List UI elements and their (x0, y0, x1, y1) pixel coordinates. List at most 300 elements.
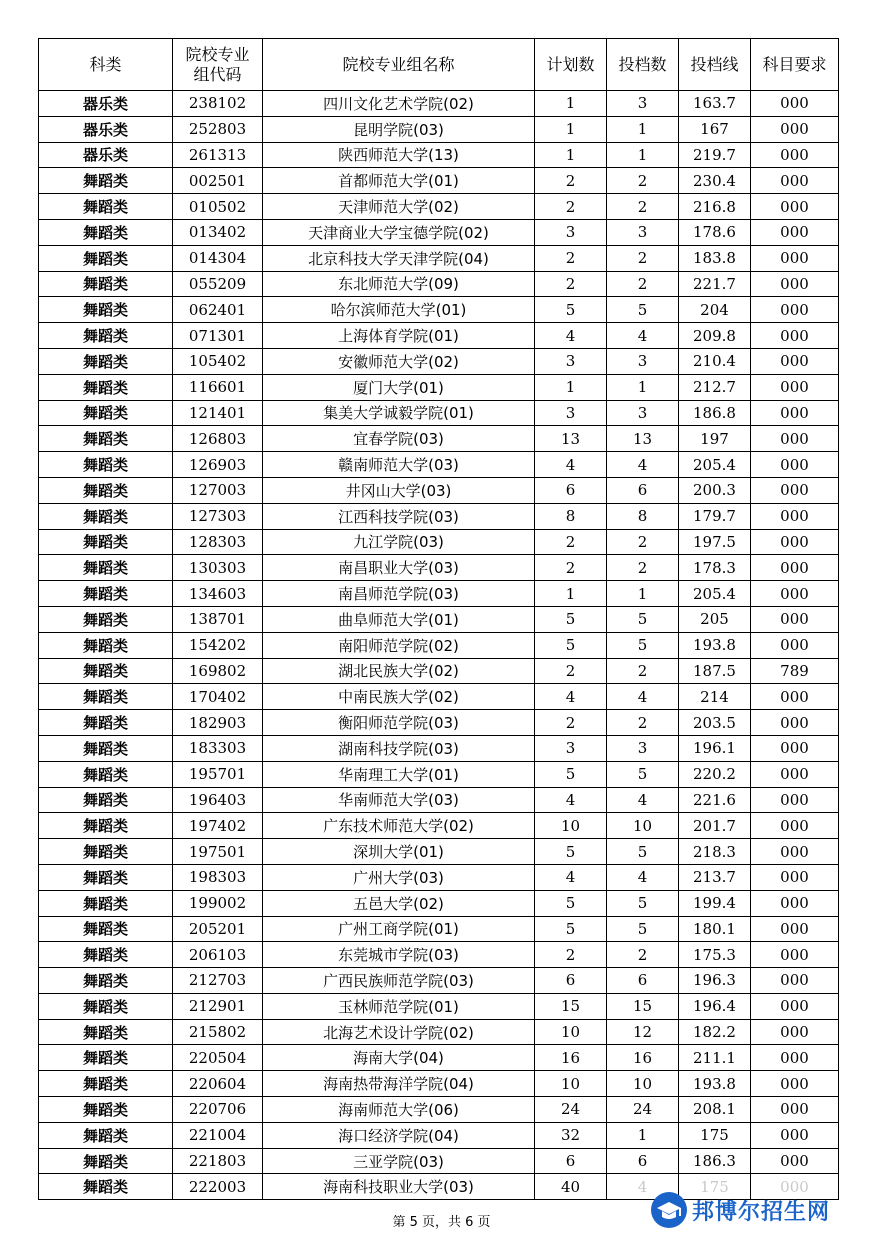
row-school-group-name: 宜春学院(03) (263, 426, 535, 452)
row-subject-requirement: 000 (751, 116, 839, 142)
row-filed-count: 13 (607, 426, 679, 452)
table-row (39, 452, 839, 478)
row-filed-count: 2 (607, 658, 679, 684)
row-school-group-name: 北海艺术设计学院(02) (263, 1019, 535, 1045)
row-plan-count: 10 (535, 1071, 607, 1097)
row-code: 126903 (173, 452, 263, 478)
row-code: 116601 (173, 374, 263, 400)
row-filed-count: 24 (607, 1097, 679, 1123)
table-row (39, 968, 839, 994)
table-row (39, 606, 839, 632)
row-code: 055209 (173, 271, 263, 297)
table-row (39, 297, 839, 323)
row-category: 舞蹈类 (39, 813, 173, 839)
row-category: 舞蹈类 (39, 864, 173, 890)
row-category: 舞蹈类 (39, 374, 173, 400)
row-school-group-name: 东北师范大学(09) (263, 271, 535, 297)
row-category: 舞蹈类 (39, 194, 173, 220)
row-code: 195701 (173, 761, 263, 787)
row-subject-requirement: 000 (751, 400, 839, 426)
row-cutoff-score: 178.3 (679, 555, 751, 581)
row-school-group-name: 天津师范大学(02) (263, 194, 535, 220)
row-code: 198303 (173, 864, 263, 890)
row-plan-count: 2 (535, 555, 607, 581)
row-filed-count: 3 (607, 400, 679, 426)
row-cutoff-score: 221.7 (679, 271, 751, 297)
row-plan-count: 1 (535, 142, 607, 168)
row-school-group-name: 三亚学院(03) (263, 1148, 535, 1174)
row-cutoff-score: 163.7 (679, 91, 751, 117)
header-name: 院校专业组名称 (263, 39, 535, 91)
row-subject-requirement: 000 (751, 710, 839, 736)
row-plan-count: 8 (535, 503, 607, 529)
header-code: 院校专业 组代码 (173, 39, 263, 91)
table-row (39, 91, 839, 117)
row-category: 舞蹈类 (39, 348, 173, 374)
row-plan-count: 5 (535, 890, 607, 916)
row-school-group-name: 上海体育学院(01) (263, 323, 535, 349)
row-cutoff-score: 221.6 (679, 787, 751, 813)
row-subject-requirement: 789 (751, 658, 839, 684)
row-plan-count: 4 (535, 864, 607, 890)
row-subject-requirement: 000 (751, 684, 839, 710)
row-category: 舞蹈类 (39, 890, 173, 916)
row-filed-count: 10 (607, 813, 679, 839)
row-cutoff-score: 205 (679, 606, 751, 632)
row-cutoff-score: 205.4 (679, 452, 751, 478)
row-cutoff-score: 175.3 (679, 942, 751, 968)
row-code: 183303 (173, 735, 263, 761)
table-row (39, 245, 839, 271)
row-school-group-name: 九江学院(03) (263, 529, 535, 555)
row-cutoff-score: 216.8 (679, 194, 751, 220)
row-subject-requirement: 000 (751, 581, 839, 607)
row-school-group-name: 安徽师范大学(02) (263, 348, 535, 374)
table-row (39, 323, 839, 349)
table-row (39, 581, 839, 607)
row-plan-count: 1 (535, 91, 607, 117)
row-school-group-name: 玉林师范学院(01) (263, 993, 535, 1019)
row-filed-count: 6 (607, 1148, 679, 1174)
row-plan-count: 2 (535, 710, 607, 736)
table-row (39, 374, 839, 400)
row-category: 舞蹈类 (39, 219, 173, 245)
table-row (39, 555, 839, 581)
row-school-group-name: 海南师范大学(06) (263, 1097, 535, 1123)
row-category: 舞蹈类 (39, 1122, 173, 1148)
row-category: 器乐类 (39, 116, 173, 142)
row-plan-count: 5 (535, 839, 607, 865)
row-filed-count: 2 (607, 942, 679, 968)
table-row (39, 1045, 839, 1071)
row-code: 220504 (173, 1045, 263, 1071)
row-code: 199002 (173, 890, 263, 916)
row-subject-requirement: 000 (751, 916, 839, 942)
row-cutoff-score: 196.1 (679, 735, 751, 761)
table-row (39, 658, 839, 684)
row-school-group-name: 广东技术师范大学(02) (263, 813, 535, 839)
row-school-group-name: 哈尔滨师范大学(01) (263, 297, 535, 323)
row-code: 221004 (173, 1122, 263, 1148)
table-row (39, 942, 839, 968)
row-code: 238102 (173, 91, 263, 117)
row-category: 舞蹈类 (39, 968, 173, 994)
row-category: 舞蹈类 (39, 787, 173, 813)
table-row (39, 1071, 839, 1097)
row-subject-requirement: 000 (751, 194, 839, 220)
row-code: 182903 (173, 710, 263, 736)
row-school-group-name: 陕西师范大学(13) (263, 142, 535, 168)
row-category: 舞蹈类 (39, 245, 173, 271)
row-cutoff-score: 211.1 (679, 1045, 751, 1071)
row-plan-count: 5 (535, 761, 607, 787)
row-subject-requirement: 000 (751, 813, 839, 839)
row-subject-requirement: 000 (751, 529, 839, 555)
row-filed-count: 16 (607, 1045, 679, 1071)
row-code: 071301 (173, 323, 263, 349)
row-school-group-name: 江西科技学院(03) (263, 503, 535, 529)
row-filed-count: 2 (607, 710, 679, 736)
row-plan-count: 1 (535, 116, 607, 142)
row-school-group-name: 湖南科技学院(03) (263, 735, 535, 761)
row-category: 舞蹈类 (39, 400, 173, 426)
row-subject-requirement: 000 (751, 864, 839, 890)
row-plan-count: 2 (535, 658, 607, 684)
row-plan-count: 10 (535, 1019, 607, 1045)
row-school-group-name: 东莞城市学院(03) (263, 942, 535, 968)
row-subject-requirement: 000 (751, 503, 839, 529)
row-plan-count: 2 (535, 168, 607, 194)
row-plan-count: 2 (535, 942, 607, 968)
row-category: 舞蹈类 (39, 632, 173, 658)
row-cutoff-score: 186.8 (679, 400, 751, 426)
row-subject-requirement: 000 (751, 477, 839, 503)
row-code: 127303 (173, 503, 263, 529)
row-subject-requirement: 000 (751, 735, 839, 761)
row-school-group-name: 昆明学院(03) (263, 116, 535, 142)
row-plan-count: 2 (535, 245, 607, 271)
table-row (39, 1148, 839, 1174)
row-cutoff-score: 197.5 (679, 529, 751, 555)
row-subject-requirement: 000 (751, 452, 839, 478)
row-school-group-name: 湖北民族大学(02) (263, 658, 535, 684)
row-code: 169802 (173, 658, 263, 684)
table-row (39, 787, 839, 813)
row-cutoff-score: 197 (679, 426, 751, 452)
row-plan-count: 5 (535, 916, 607, 942)
row-subject-requirement: 000 (751, 219, 839, 245)
row-code: 128303 (173, 529, 263, 555)
row-cutoff-score: 193.8 (679, 632, 751, 658)
row-school-group-name: 海口经济学院(04) (263, 1122, 535, 1148)
row-cutoff-score: 219.7 (679, 142, 751, 168)
row-filed-count: 4 (607, 452, 679, 478)
row-cutoff-score: 182.2 (679, 1019, 751, 1045)
row-code: 010502 (173, 194, 263, 220)
row-code: 206103 (173, 942, 263, 968)
row-cutoff-score: 220.2 (679, 761, 751, 787)
row-code: 126803 (173, 426, 263, 452)
table-row (39, 219, 839, 245)
row-school-group-name: 赣南师范大学(03) (263, 452, 535, 478)
row-subject-requirement: 000 (751, 1045, 839, 1071)
row-code: 062401 (173, 297, 263, 323)
row-filed-count: 5 (607, 297, 679, 323)
row-school-group-name: 广西民族师范学院(03) (263, 968, 535, 994)
row-code: 121401 (173, 400, 263, 426)
row-category: 舞蹈类 (39, 710, 173, 736)
row-cutoff-score: 201.7 (679, 813, 751, 839)
row-category: 舞蹈类 (39, 323, 173, 349)
row-code: 127003 (173, 477, 263, 503)
row-filed-count: 4 (607, 684, 679, 710)
row-code: 154202 (173, 632, 263, 658)
row-cutoff-score: 205.4 (679, 581, 751, 607)
row-filed-count: 5 (607, 632, 679, 658)
row-subject-requirement: 000 (751, 787, 839, 813)
row-cutoff-score: 204 (679, 297, 751, 323)
row-school-group-name: 南昌职业大学(03) (263, 555, 535, 581)
row-category: 舞蹈类 (39, 839, 173, 865)
watermark-text: 邦博尔招生网 (692, 1199, 831, 1225)
row-plan-count: 13 (535, 426, 607, 452)
row-plan-count: 3 (535, 735, 607, 761)
row-school-group-name: 华南理工大学(01) (263, 761, 535, 787)
row-code: 134603 (173, 581, 263, 607)
row-school-group-name: 井冈山大学(03) (263, 477, 535, 503)
row-subject-requirement: 000 (751, 297, 839, 323)
row-school-group-name: 南阳师范学院(02) (263, 632, 535, 658)
row-filed-count: 5 (607, 606, 679, 632)
row-code: 212703 (173, 968, 263, 994)
row-cutoff-score: 214 (679, 684, 751, 710)
row-code: 221803 (173, 1148, 263, 1174)
row-cutoff-score: 186.3 (679, 1148, 751, 1174)
row-category: 舞蹈类 (39, 1045, 173, 1071)
row-filed-count: 6 (607, 477, 679, 503)
table-row (39, 993, 839, 1019)
row-filed-count: 15 (607, 993, 679, 1019)
header-requirement: 科目要求 (751, 39, 839, 91)
table-row (39, 426, 839, 452)
row-category: 舞蹈类 (39, 658, 173, 684)
row-code: 212901 (173, 993, 263, 1019)
row-school-group-name: 集美大学诚毅学院(01) (263, 400, 535, 426)
row-category: 舞蹈类 (39, 168, 173, 194)
row-category: 舞蹈类 (39, 684, 173, 710)
row-code: 197501 (173, 839, 263, 865)
row-category: 舞蹈类 (39, 452, 173, 478)
row-code: 196403 (173, 787, 263, 813)
row-cutoff-score: 208.1 (679, 1097, 751, 1123)
watermark (650, 1190, 872, 1230)
row-category: 舞蹈类 (39, 761, 173, 787)
row-category: 器乐类 (39, 91, 173, 117)
row-school-group-name: 北京科技大学天津学院(04) (263, 245, 535, 271)
row-cutoff-score: 193.8 (679, 1071, 751, 1097)
table-row (39, 839, 839, 865)
row-cutoff-score: 180.1 (679, 916, 751, 942)
row-category: 舞蹈类 (39, 555, 173, 581)
row-cutoff-score: 210.4 (679, 348, 751, 374)
row-school-group-name: 首都师范大学(01) (263, 168, 535, 194)
row-category: 舞蹈类 (39, 581, 173, 607)
row-filed-count: 1 (607, 374, 679, 400)
row-plan-count: 5 (535, 632, 607, 658)
row-school-group-name: 南昌师范学院(03) (263, 581, 535, 607)
row-plan-count: 3 (535, 348, 607, 374)
row-code: 014304 (173, 245, 263, 271)
row-filed-count: 1 (607, 581, 679, 607)
row-category: 舞蹈类 (39, 297, 173, 323)
row-category: 舞蹈类 (39, 426, 173, 452)
header-filed: 投档数 (607, 39, 679, 91)
row-category: 舞蹈类 (39, 916, 173, 942)
row-cutoff-score: 175 (679, 1122, 751, 1148)
table-row (39, 400, 839, 426)
row-school-group-name: 华南师范大学(03) (263, 787, 535, 813)
row-plan-count: 40 (535, 1174, 607, 1200)
row-subject-requirement: 000 (751, 761, 839, 787)
table-row (39, 142, 839, 168)
row-filed-count: 2 (607, 194, 679, 220)
row-code: 130303 (173, 555, 263, 581)
row-subject-requirement: 000 (751, 632, 839, 658)
row-category: 舞蹈类 (39, 529, 173, 555)
table-row (39, 348, 839, 374)
row-cutoff-score: 196.3 (679, 968, 751, 994)
row-plan-count: 2 (535, 271, 607, 297)
row-subject-requirement: 000 (751, 1071, 839, 1097)
row-plan-count: 10 (535, 813, 607, 839)
row-plan-count: 3 (535, 400, 607, 426)
row-filed-count: 1 (607, 116, 679, 142)
row-category: 舞蹈类 (39, 606, 173, 632)
row-plan-count: 1 (535, 374, 607, 400)
row-subject-requirement: 000 (751, 839, 839, 865)
table-row (39, 194, 839, 220)
row-filed-count: 5 (607, 916, 679, 942)
row-code: 222003 (173, 1174, 263, 1200)
row-category: 器乐类 (39, 142, 173, 168)
row-code: 205201 (173, 916, 263, 942)
row-category: 舞蹈类 (39, 993, 173, 1019)
row-code: 261313 (173, 142, 263, 168)
table-row (39, 271, 839, 297)
row-code: 013402 (173, 219, 263, 245)
table-row (39, 116, 839, 142)
row-cutoff-score: 200.3 (679, 477, 751, 503)
row-cutoff-score: 178.6 (679, 219, 751, 245)
row-cutoff-score: 196.4 (679, 993, 751, 1019)
row-filed-count: 1 (607, 1122, 679, 1148)
row-code: 170402 (173, 684, 263, 710)
row-cutoff-score: 175 (679, 1174, 751, 1200)
table-row (39, 529, 839, 555)
row-school-group-name: 四川文化艺术学院(02) (263, 91, 535, 117)
row-school-group-name: 海南科技职业大学(03) (263, 1174, 535, 1200)
row-category: 舞蹈类 (39, 1148, 173, 1174)
row-cutoff-score: 203.5 (679, 710, 751, 736)
row-plan-count: 24 (535, 1097, 607, 1123)
row-subject-requirement: 000 (751, 348, 839, 374)
row-cutoff-score: 167 (679, 116, 751, 142)
table-row (39, 477, 839, 503)
table-row (39, 503, 839, 529)
row-filed-count: 2 (607, 555, 679, 581)
row-code: 002501 (173, 168, 263, 194)
row-category: 舞蹈类 (39, 942, 173, 968)
row-school-group-name: 天津商业大学宝德学院(02) (263, 219, 535, 245)
row-code: 252803 (173, 116, 263, 142)
table-row (39, 735, 839, 761)
row-cutoff-score: 179.7 (679, 503, 751, 529)
admission-score-table (38, 38, 839, 1200)
row-filed-count: 3 (607, 348, 679, 374)
row-cutoff-score: 209.8 (679, 323, 751, 349)
table-row (39, 890, 839, 916)
row-filed-count: 4 (607, 323, 679, 349)
table-row (39, 710, 839, 736)
table-row (39, 864, 839, 890)
row-filed-count: 4 (607, 1174, 679, 1200)
row-subject-requirement: 000 (751, 890, 839, 916)
row-cutoff-score: 230.4 (679, 168, 751, 194)
row-filed-count: 3 (607, 735, 679, 761)
row-school-group-name: 中南民族大学(02) (263, 684, 535, 710)
row-cutoff-score: 213.7 (679, 864, 751, 890)
row-subject-requirement: 000 (751, 271, 839, 297)
row-category: 舞蹈类 (39, 1019, 173, 1045)
row-filed-count: 4 (607, 864, 679, 890)
row-plan-count: 6 (535, 968, 607, 994)
row-filed-count: 1 (607, 142, 679, 168)
row-filed-count: 5 (607, 890, 679, 916)
row-filed-count: 10 (607, 1071, 679, 1097)
row-plan-count: 4 (535, 684, 607, 710)
table-row (39, 684, 839, 710)
row-code: 105402 (173, 348, 263, 374)
row-subject-requirement: 000 (751, 555, 839, 581)
row-subject-requirement: 000 (751, 606, 839, 632)
row-plan-count: 16 (535, 1045, 607, 1071)
row-category: 舞蹈类 (39, 477, 173, 503)
header-plan: 计划数 (535, 39, 607, 91)
header-line: 投档线 (679, 39, 751, 91)
row-subject-requirement: 000 (751, 1174, 839, 1200)
header-category: 科类 (39, 39, 173, 91)
table-row (39, 168, 839, 194)
row-category: 舞蹈类 (39, 503, 173, 529)
table-row (39, 813, 839, 839)
row-school-group-name: 衡阳师范学院(03) (263, 710, 535, 736)
row-school-group-name: 海南大学(04) (263, 1045, 535, 1071)
row-code: 220706 (173, 1097, 263, 1123)
row-cutoff-score: 183.8 (679, 245, 751, 271)
graduation-cap-logo-icon (650, 1191, 688, 1229)
row-filed-count: 2 (607, 245, 679, 271)
row-school-group-name: 深圳大学(01) (263, 839, 535, 865)
row-filed-count: 12 (607, 1019, 679, 1045)
row-cutoff-score: 199.4 (679, 890, 751, 916)
table-row (39, 632, 839, 658)
row-plan-count: 2 (535, 529, 607, 555)
row-filed-count: 5 (607, 839, 679, 865)
row-cutoff-score: 187.5 (679, 658, 751, 684)
row-filed-count: 3 (607, 219, 679, 245)
row-code: 215802 (173, 1019, 263, 1045)
row-category: 舞蹈类 (39, 271, 173, 297)
